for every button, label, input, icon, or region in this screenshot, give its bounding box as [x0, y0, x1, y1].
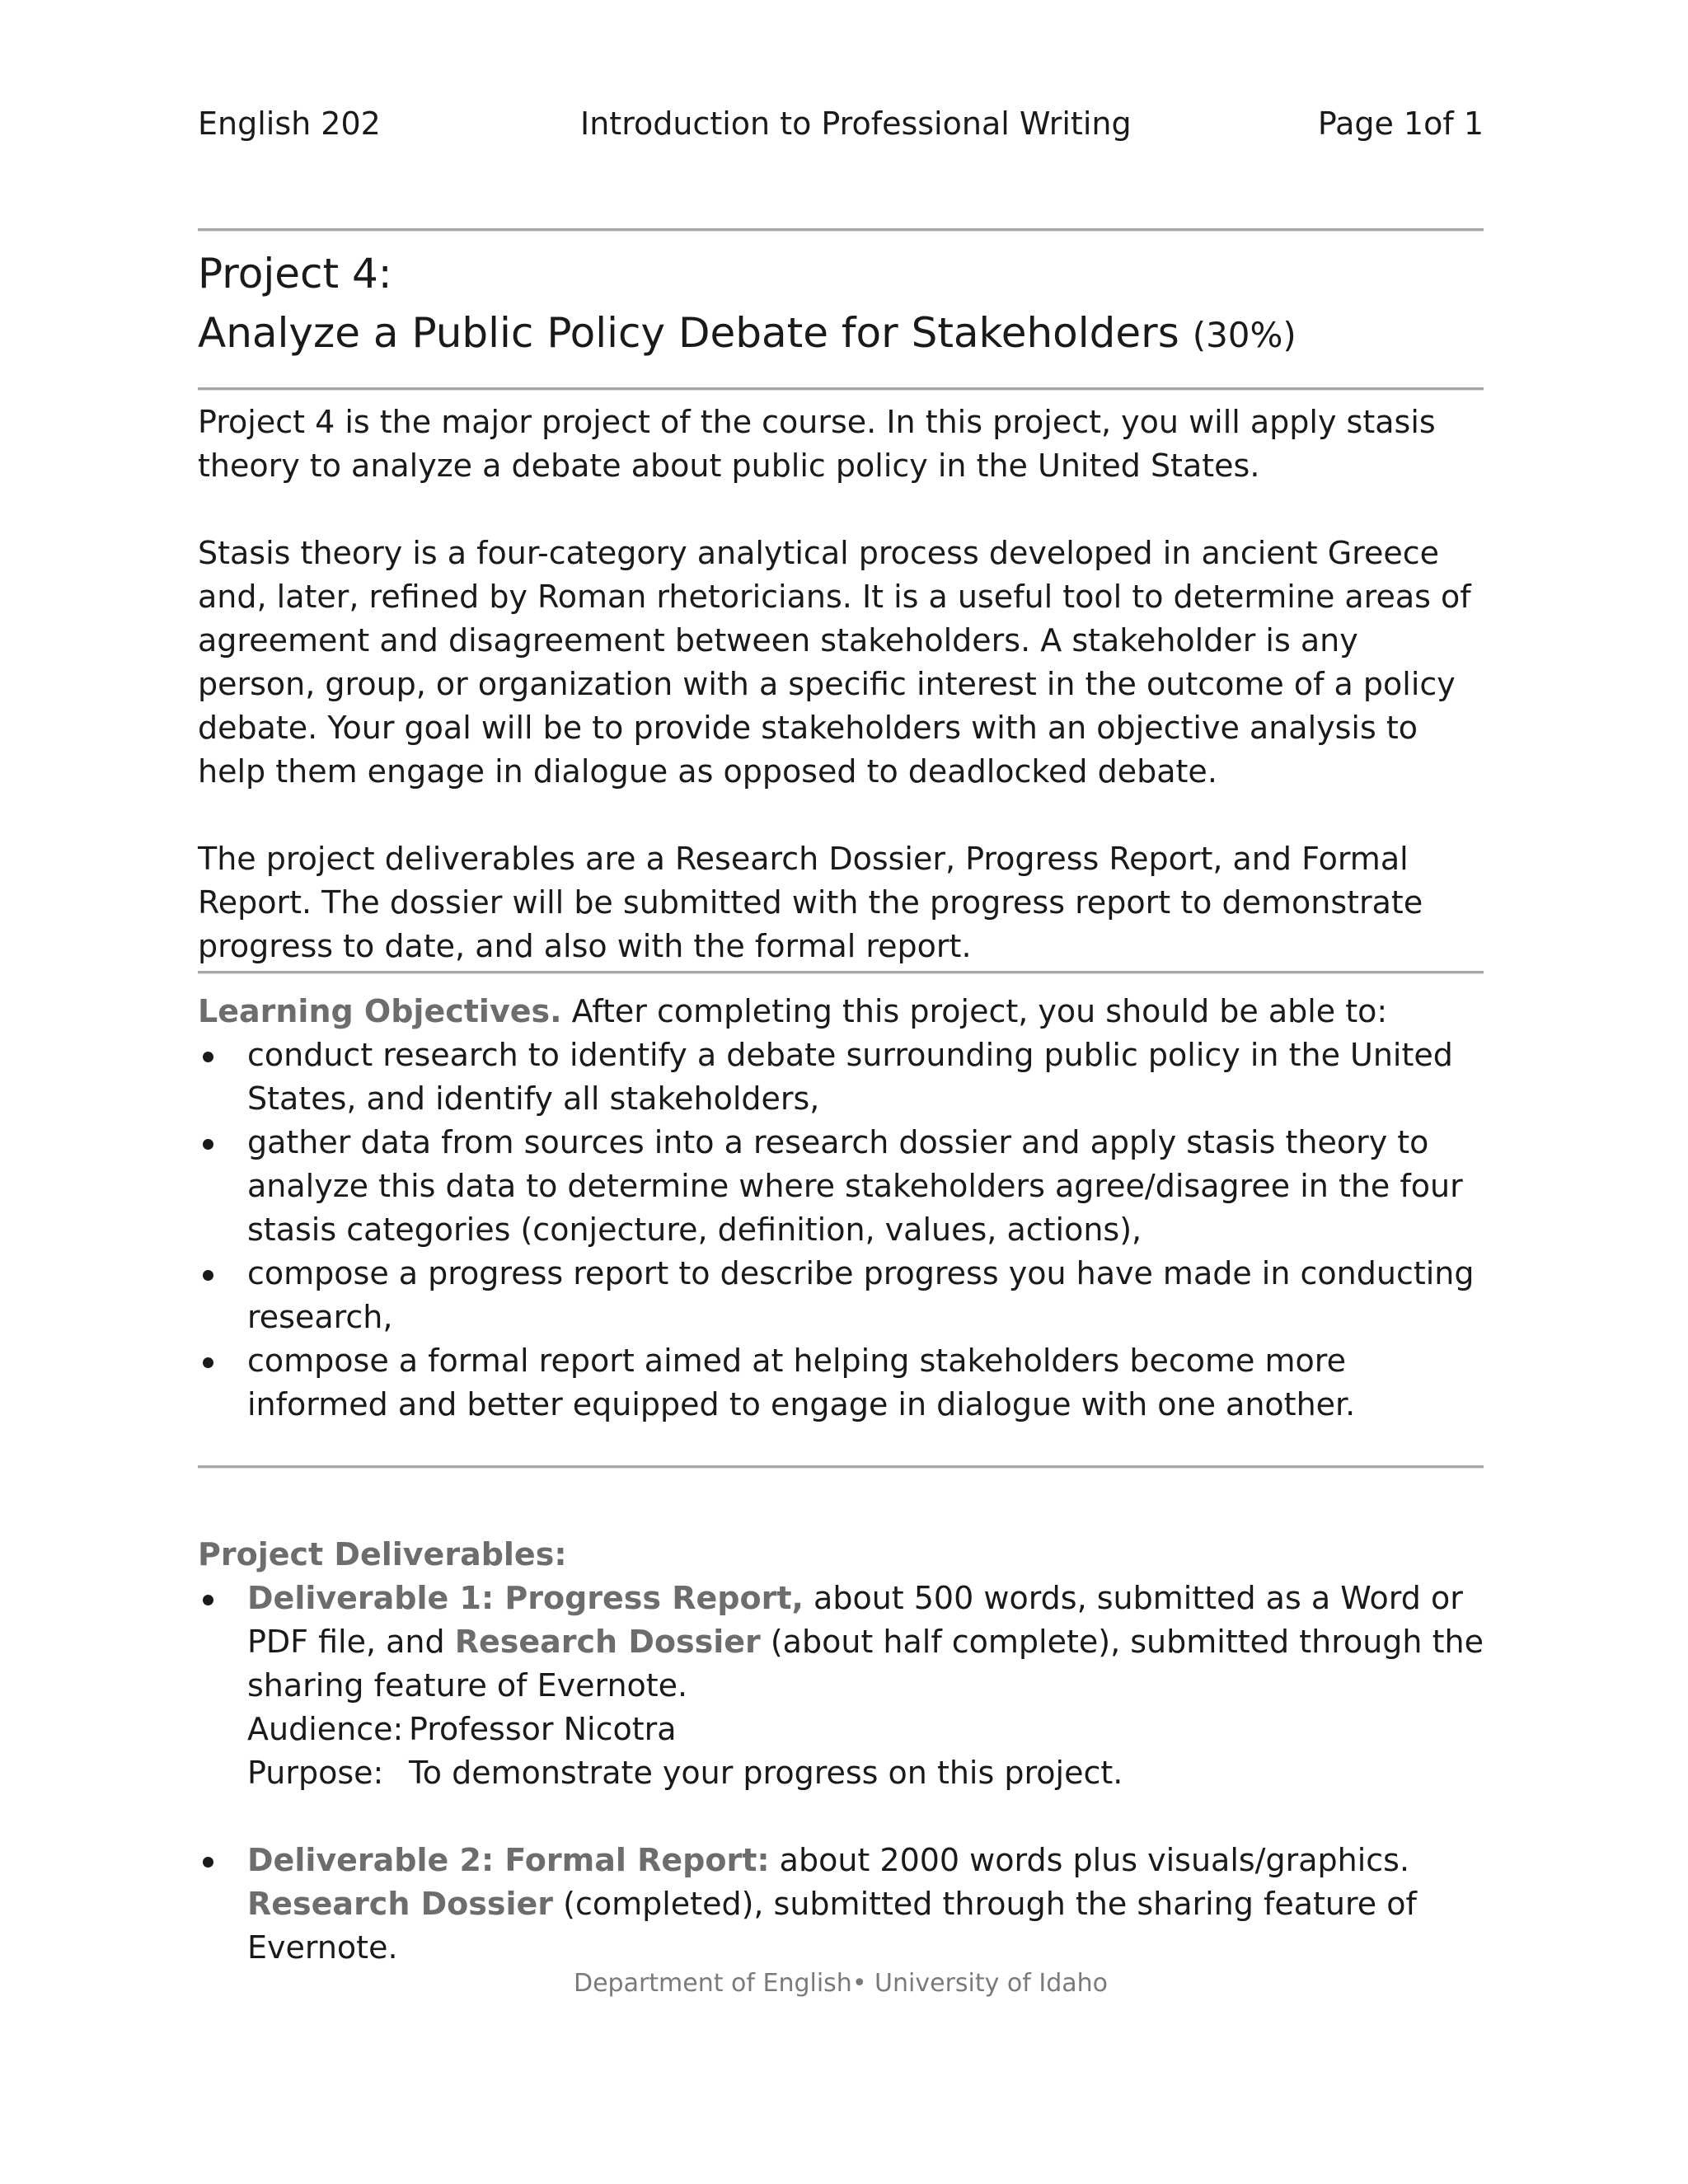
- divider-deliverables: [198, 1465, 1484, 1468]
- deliverables-list: [198, 1577, 1484, 1970]
- grade-weight: (30%): [1192, 315, 1296, 355]
- deliverable-1-text: about 500 words, submitted as a Word or PDF file, and: [247, 1580, 1463, 1660]
- divider-title: [198, 387, 1484, 390]
- bullet-icon: [203, 1052, 213, 1062]
- audience-label: Audience:: [247, 1711, 404, 1747]
- intro-paragraph-1: Project 4 is the major project of the course. In this project, you will apply stasis theory to analyze a debate about public policy in the United States.: [198, 404, 1436, 484]
- page-number: Page 1of 1: [1317, 105, 1484, 142]
- list-item: compose a formal report aimed at helping stakeholders become more informed and better equipped to engage in dialogue with one another.: [198, 1339, 1484, 1427]
- deliverable-1-name: Deliverable 1: Progress Report,: [247, 1580, 804, 1616]
- course-code: English 202: [198, 105, 381, 142]
- document-page: [198, 0, 1484, 2184]
- objectives-label: Learning Objectives.: [198, 993, 562, 1029]
- bullet-icon: [203, 1357, 213, 1368]
- list-item-deliverable-2: [198, 1839, 1484, 1970]
- objectives-list: [198, 1033, 1484, 1427]
- intro-paragraph-3: The project deliverables are a Research Dossier, Progress Report, and Formal Report. The dossier will be submitted with the progress report to demonstrate progress to date, and also with the formal report.: [198, 841, 1423, 964]
- page-footer: Department of English• University of Idaho: [573, 1969, 1109, 1998]
- list-item: conduct research to identify a debate surrounding public policy in the United States, and identify all stakeholders,: [198, 1033, 1484, 1121]
- deliverable-1-dossier: Research Dossier: [454, 1624, 761, 1660]
- purpose-label: Purpose:: [247, 1755, 384, 1791]
- purpose-value: To demonstrate your progress on this project.: [409, 1755, 1123, 1791]
- divider-objectives: [198, 971, 1484, 973]
- project-title: [198, 244, 1484, 365]
- title-line-1: Project 4:: [198, 250, 392, 298]
- divider-top: [198, 228, 1484, 231]
- objectives-heading: [198, 990, 1484, 1033]
- objectives-lead: After completing this project, you should be able to:: [571, 993, 1388, 1029]
- deliverables-heading: [198, 1533, 1484, 1577]
- deliverables-label: Project Deliverables:: [198, 1536, 567, 1572]
- bullet-icon: [203, 1139, 213, 1150]
- intro-paragraph-2: Stasis theory is a four-category analytical process developed in ancient Greece and, later, refined by Roman rhetoricians. It is a useful tool to determine areas of agreement and disagreement between stakeholders. A stakeholder is any person, group, or organization with a specific interest in the outcome of a policy debate. Your goal will be to provide stakeholders with an objective analysis to help them engage in dialogue as opposed to deadlocked debate.: [198, 535, 1471, 790]
- deliverable-1-audience: [247, 1708, 1484, 1751]
- page-header: [198, 101, 1484, 147]
- deliverable-2-text-2: (completed), submitted through the sharing feature of Evernote.: [247, 1886, 1417, 1966]
- deliverable-2-name: Deliverable 2: Formal Report:: [247, 1842, 770, 1878]
- list-item-deliverable-1: [198, 1577, 1484, 1795]
- bullet-icon: [203, 1270, 213, 1281]
- bullet-icon: [203, 1595, 213, 1605]
- deliverable-2-text: about 2000 words plus visuals/graphics.: [769, 1842, 1410, 1878]
- course-title: Introduction to Professional Writing: [580, 105, 1132, 142]
- bullet-icon: [203, 1857, 213, 1868]
- list-item: compose a progress report to describe progress you have made in conducting research,: [198, 1252, 1484, 1339]
- list-item: gather data from sources into a research dossier and apply stasis theory to analyze this data to determine where stakeholders agree/disagree in the four stasis categories (conjecture, definition, values, actions),: [198, 1121, 1484, 1252]
- deliverable-1-text-2: (about half complete), submitted through the sharing feature of Evernote.: [247, 1624, 1484, 1704]
- title-line-2: Analyze a Public Policy Debate for Stakeholders: [198, 309, 1179, 357]
- deliverable-2-dossier: Research Dossier: [247, 1886, 554, 1922]
- audience-value: Professor Nicotra: [409, 1711, 677, 1747]
- deliverable-1-purpose: [247, 1751, 1484, 1795]
